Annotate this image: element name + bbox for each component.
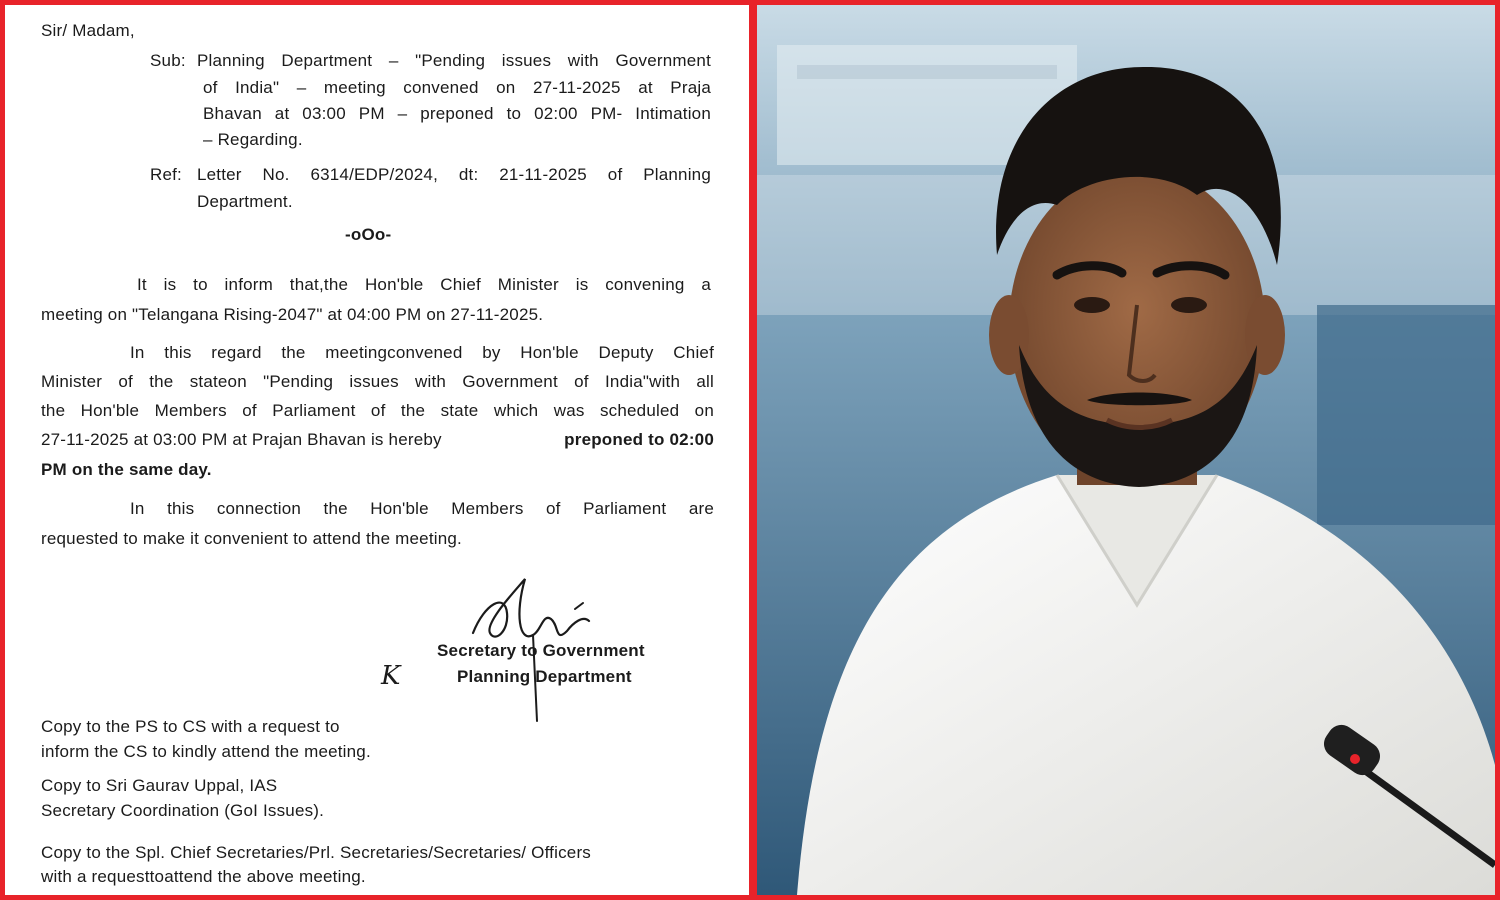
copy-line: inform the CS to kindly attend the meeting. bbox=[41, 742, 371, 761]
subject-line: – Regarding. bbox=[203, 130, 303, 149]
reference-line: Department. bbox=[197, 192, 293, 211]
copy-line: Copy to Sri Gaurav Uppal, IAS bbox=[41, 776, 278, 795]
copy-line: Copy to the PS to CS with a request to bbox=[41, 717, 340, 736]
signatory-department: Planning Department bbox=[457, 667, 632, 686]
paragraph-line bbox=[41, 430, 714, 450]
subject-label: Sub: bbox=[150, 51, 186, 70]
separator: -oOo- bbox=[345, 225, 392, 244]
subject-line: of India" – meeting convened on 27-11-2025 at Praja bbox=[203, 78, 711, 97]
emphasis-text: PM on the same day. bbox=[41, 460, 212, 479]
salutation: Sir/ Madam, bbox=[41, 21, 135, 40]
paragraph-text: 27-11-2025 at 03:00 PM at Prajan Bhavan is hereby bbox=[41, 430, 442, 449]
copy-line: Secretary Coordination (GoI Issues). bbox=[41, 801, 325, 820]
subject-line: Planning Department – "Pending issues with Government bbox=[197, 51, 711, 70]
subject-line: Bhavan at 03:00 PM – preponed to 02:00 PM- Intimation bbox=[203, 104, 711, 123]
divider bbox=[749, 5, 757, 895]
paragraph-line: Minister of the stateon "Pending issues with Government of India"with all bbox=[41, 372, 714, 391]
paragraph-line: In this regard the meetingconvened by Hon'ble Deputy Chief bbox=[130, 343, 714, 362]
letter-document bbox=[5, 5, 749, 895]
copy-line: Copy to the Spl. Chief Secretaries/Prl. Secretaries/Secretaries/ Officers bbox=[41, 843, 592, 862]
paragraph-line: the Hon'ble Members of Parliament of the state which was scheduled on bbox=[41, 401, 714, 420]
reference-line: Letter No. 6314/EDP/2024, dt: 21-11-2025 of Planning bbox=[197, 165, 711, 184]
paragraph-line: It is to inform that,the Hon'ble Chief Minister is convening a bbox=[137, 275, 711, 294]
reference-label: Ref: bbox=[150, 165, 182, 184]
paragraph-line: requested to make it convenient to attend the meeting. bbox=[41, 529, 462, 548]
copy-line: with a requesttoattend the above meeting. bbox=[41, 867, 366, 886]
emphasis-text: preponed to 02:00 bbox=[564, 430, 714, 449]
portrait-photo bbox=[757, 5, 1495, 895]
signatory-title: Secretary to Government bbox=[437, 641, 645, 660]
paragraph-line: meeting on "Telangana Rising-2047" at 04:00 PM on 27-11-2025. bbox=[41, 305, 544, 324]
initial-mark: K bbox=[381, 661, 401, 691]
paragraph-line: In this connection the Hon'ble Members of Parliament are bbox=[130, 499, 714, 518]
portrait-illustration bbox=[757, 5, 1495, 895]
